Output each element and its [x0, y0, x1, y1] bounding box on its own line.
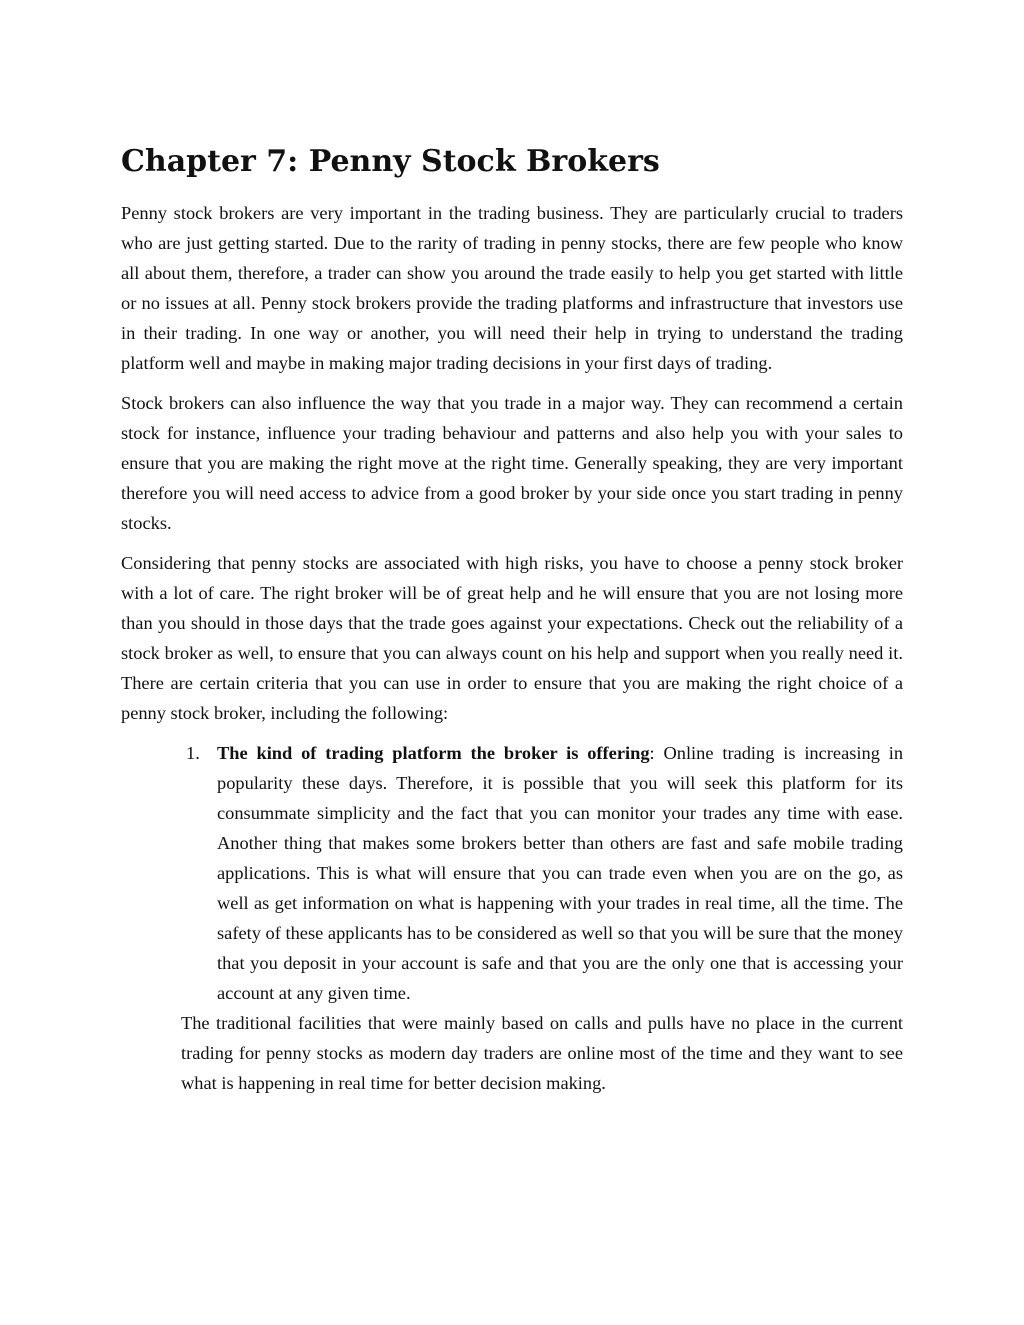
paragraph-traditional-facilities: The traditional facilities that were mainly based on calls and pulls have no place in the current trading for penny stocks as modern day traders are online most of the time and they want to see what is happening in real time for better decision making.: [181, 1013, 903, 1093]
list-item-number: 1.: [186, 743, 200, 763]
paragraph-criteria: Considering that penny stocks are associated with high risks, you have to choose a penny stock broker with a lot of care. The right broker will be of great help and he will ensure that you are not losing more than you should in those days that the trade goes against your expectations. Check out the reliability of a stock broker as well, to ensure that you can always count on his help and support when you really need it. There are certain criteria that you can use in order to ensure that you are making the right choice of a penny stock broker, including the following:: [121, 553, 903, 723]
list-item-body: : Online trading is increasing in popularity these days. Therefore, it is possible that you will seek this platform for its consummate simplicity and the fact that you can monitor your trades any time with ease. Another thing that makes some brokers better than others are fast and safe mobile trading applications. This is what will ensure that you can trade even when you are on the go, as well as get information on what is happening with your trades in real time, all the time. The safety of these applicants has to be considered as well so that you will be sure that the money that you deposit in your account is safe and that you are the only one that is accessing your account at any given time.: [217, 743, 904, 1003]
chapter-title: Chapter 7: Penny Stock Brokers: [121, 144, 660, 179]
list-item-title: The kind of trading platform the broker is offering: [217, 743, 650, 763]
paragraph-influence: Stock brokers can also influence the way that you trade in a major way. They can recommend a certain stock for instance, influence your trading behaviour and patterns and also help you with your sales to ensure that you are making the right move at the right time. Generally speaking, they are very important therefore you will need access to advice from a good broker by your side once you start trading in penny stocks.: [121, 393, 903, 533]
document-page: [121, 140, 903, 1116]
paragraph-intro: Penny stock brokers are very important in the trading business. They are particularly crucial to traders who are just getting started. Due to the rarity of trading in penny stocks, there are few people who know all about them, therefore, a trader can show you around the trade easily to help you get started with little or no issues at all. Penny stock brokers provide the trading platforms and infrastructure that investors use in their trading. In one way or another, you will need their help in trying to understand the trading platform well and maybe in making major trading decisions in your first days of trading.: [121, 203, 903, 373]
list-item: [186, 738, 904, 1008]
criteria-list: [121, 738, 903, 1008]
